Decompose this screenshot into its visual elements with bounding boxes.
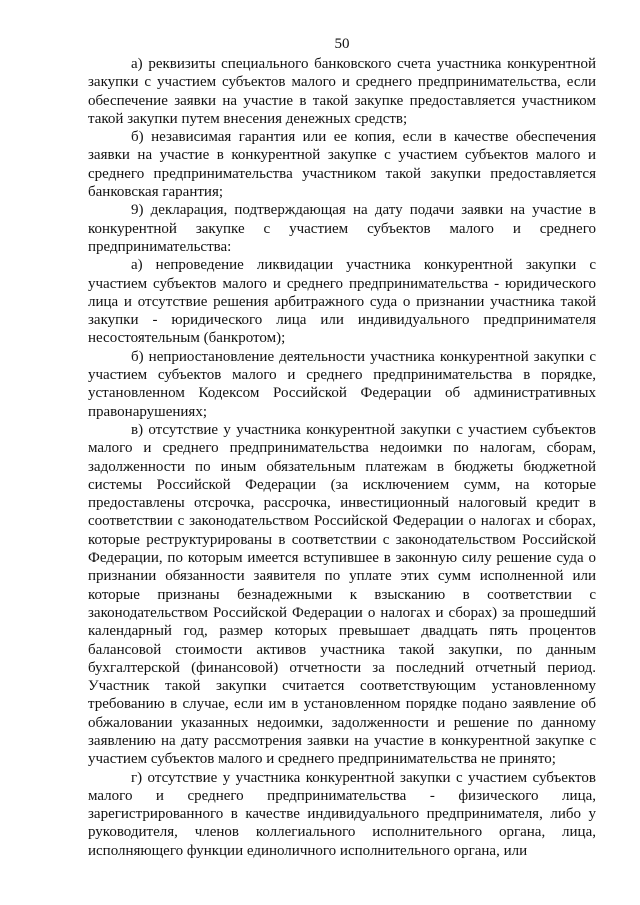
paragraph-b-suspension: б) неприостановление деятельности участника конкурентной закупки с участием субъектов малого и среднего предпринимательства в порядке, установленном Кодексом Российской Федерации об административных правонарушениях;	[88, 348, 596, 420]
paragraph-b-guarantee: б) независимая гарантия или ее копия, если в качестве обеспечения заявки на участие в конкурентной закупке с участием субъектов малого и среднего предпринимательства участником такой закупки предоставляется банковская гарантия;	[88, 129, 596, 201]
document-page	[88, 36, 596, 860]
paragraph-a-bank-account: а) реквизиты специального банковского счета участника конкурентной закупки с участием субъектов малого и среднего предпринимательства, если обеспечение заявки на участие в такой закупке предоставляется участником такой закупки путем внесения денежных средств;	[88, 56, 596, 127]
paragraph-g-individual: г) отсутствие у участника конкурентной закупки с участием субъектов малого и среднего предпринимательства - физического лица, зарегистрированного в качестве индивидуального предпринимателя, либо у руководителя, членов коллегиального исполнительного органа, лица, исполняющего функции единоличного исполнительного органа, или	[88, 769, 596, 859]
page-number: 50	[334, 36, 350, 52]
paragraph-a-liquidation: а) непроведение ликвидации участника конкурентной закупки с участием субъектов малого и среднего предпринимательства - юридического лица и отсутствие решения арбитражного суда о признании участника такой закупки - юридического лица или индивидуального предпринимателя несостоятельным (банкротом);	[88, 257, 596, 347]
paragraph-9-declaration: 9) декларация, подтверждающая на дату подачи заявки на участие в конкурентной закупке с участием субъектов малого и среднего предпринимательства:	[88, 202, 596, 255]
paragraph-v-arrears: в) отсутствие у участника конкурентной закупки с участием субъектов малого и среднего предпринимательства недоимки по налогам, сборам, задолженности по иным обязательным платежам в бюджеты бюджетной системы Российской Федерации (за исключением сумм, на которые предоставлены отсрочка, рассрочка, инвестиционный налоговый кредит в соответствии с законодательством Российской Федерации о налогах и сборах, которые реструктурированы в соответствии с законодательством Российской Федерации, по которым имеется вступившее в законную силу решение суда о признании обязанности заявителя по уплате этих сумм исполненной или которые признаны безнадежными к взысканию в соответствии с законодательством Российской Федерации о налогах и сборах) за прошедший календарный год, размер которых превышает двадцать пять процентов балансовой стоимости активов участника такой закупки, по данным бухгалтерской (финансовой) отчетности за последний отчетный период. Участник такой закупки считается соответствующим установленному требованию в случае, если им в установленном порядке подано заявление об обжаловании указанных недоимки, задолженности и решение по данному заявлению на дату рассмотрения заявки на участие в конкурентной закупке с участием субъектов малого и среднего предпринимательства не принято;	[88, 421, 596, 768]
